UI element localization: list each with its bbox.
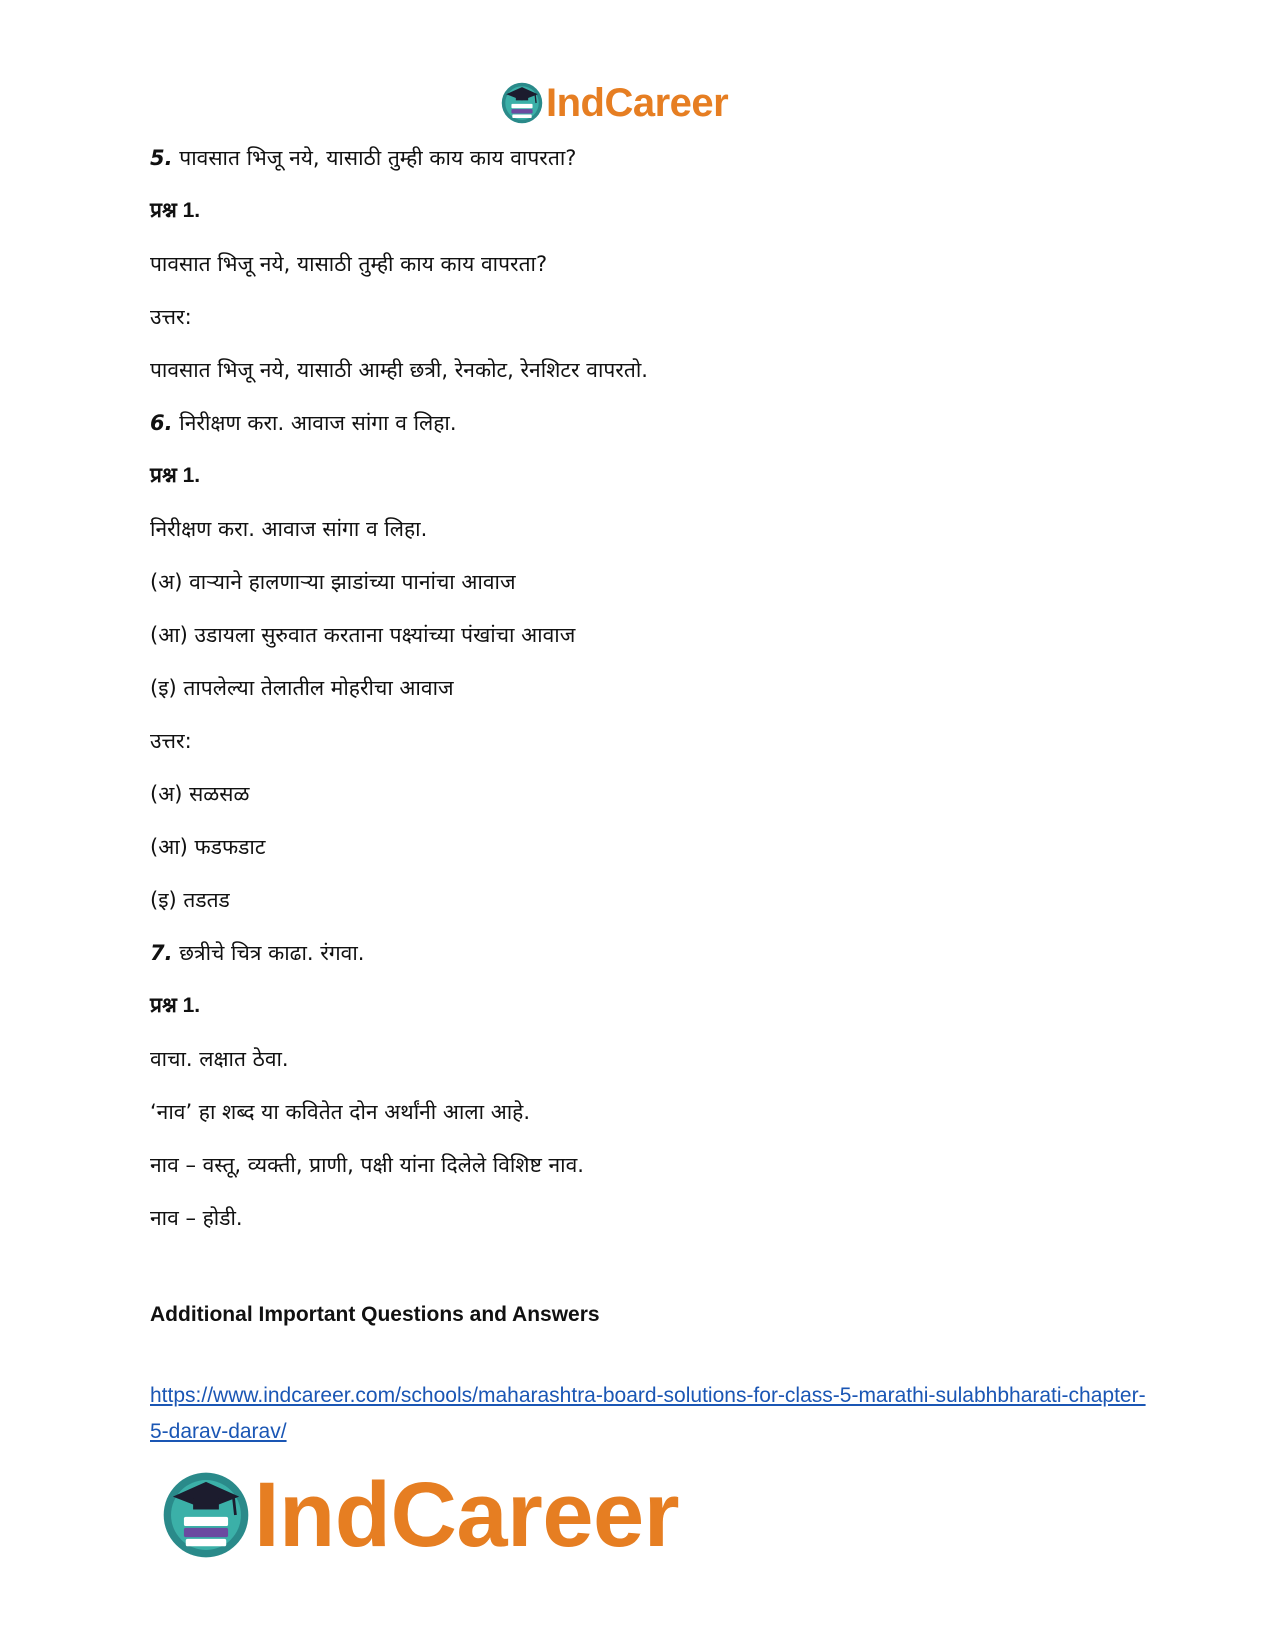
question-body: निरीक्षण करा. आवाज सांगा व लिहा. — [150, 517, 428, 541]
footer-logo — [160, 1465, 679, 1565]
question-body: पावसात भिजू नये, यासाठी तुम्ही काय काय वापरता? — [150, 252, 548, 276]
graduation-cap-book-icon — [160, 1469, 252, 1561]
body-text: वाचा. लक्षात ठेवा. — [150, 1047, 289, 1071]
section-heading: Additional Important Questions and Answers — [150, 1303, 600, 1326]
graduation-cap-book-icon — [500, 81, 544, 125]
question-6-title — [150, 408, 457, 438]
question-number: 7. — [150, 941, 173, 965]
body-text: ‘नाव’ हा शब्द या कवितेत दोन अर्थांनी आला आहे. — [150, 1100, 531, 1124]
header-logo — [500, 78, 728, 128]
answer-body: पावसात भिजू नये, यासाठी आम्ही छत्री, रेनकोट, रेनशिटर वापरतो. — [150, 358, 648, 382]
answer-label: उत्तर: — [150, 305, 192, 329]
body-text: नाव – होडी. — [150, 1206, 243, 1230]
answer-item: (अ) सळसळ — [150, 782, 250, 806]
question-7-title — [150, 938, 364, 968]
logo-text: IndCareer — [254, 1463, 679, 1566]
question-number: 5. — [150, 146, 173, 170]
question-text: छत्रीचे चित्र काढा. रंगवा. — [179, 941, 365, 965]
question-label: प्रश्न 1. — [150, 464, 201, 487]
question-number: 6. — [150, 411, 173, 435]
answer-label: उत्तर: — [150, 729, 192, 753]
question-label: प्रश्न 1. — [150, 199, 201, 222]
list-item: (अ) वाऱ्याने हालणाऱ्या झाडांच्या पानांचा आवाज — [150, 570, 516, 594]
list-item: (इ) तापलेल्या तेलातील मोहरीचा आवाज — [150, 676, 454, 700]
answer-item: (आ) फडफडाट — [150, 835, 266, 859]
question-text: पावसात भिजू नये, यासाठी तुम्ही काय काय वापरता? — [179, 146, 577, 170]
body-text: नाव – वस्तू, व्यक्ती, प्राणी, पक्षी यांना दिलेले विशिष्ट नाव. — [150, 1153, 584, 1177]
list-item: (आ) उडायला सुरुवात करताना पक्ष्यांच्या पंखांचा आवाज — [150, 623, 576, 647]
question-label: प्रश्न 1. — [150, 994, 201, 1017]
logo-text: IndCareer — [546, 80, 729, 125]
source-link[interactable]: https://www.indcareer.com/schools/maharashtra-board-solutions-for-class-5-marathi-sulabhbharati-chapter-5-darav-darav/ — [150, 1384, 1146, 1443]
question-5-title — [150, 143, 576, 173]
question-text: निरीक्षण करा. आवाज सांगा व लिहा. — [179, 411, 457, 435]
answer-item: (इ) तडतड — [150, 888, 230, 912]
